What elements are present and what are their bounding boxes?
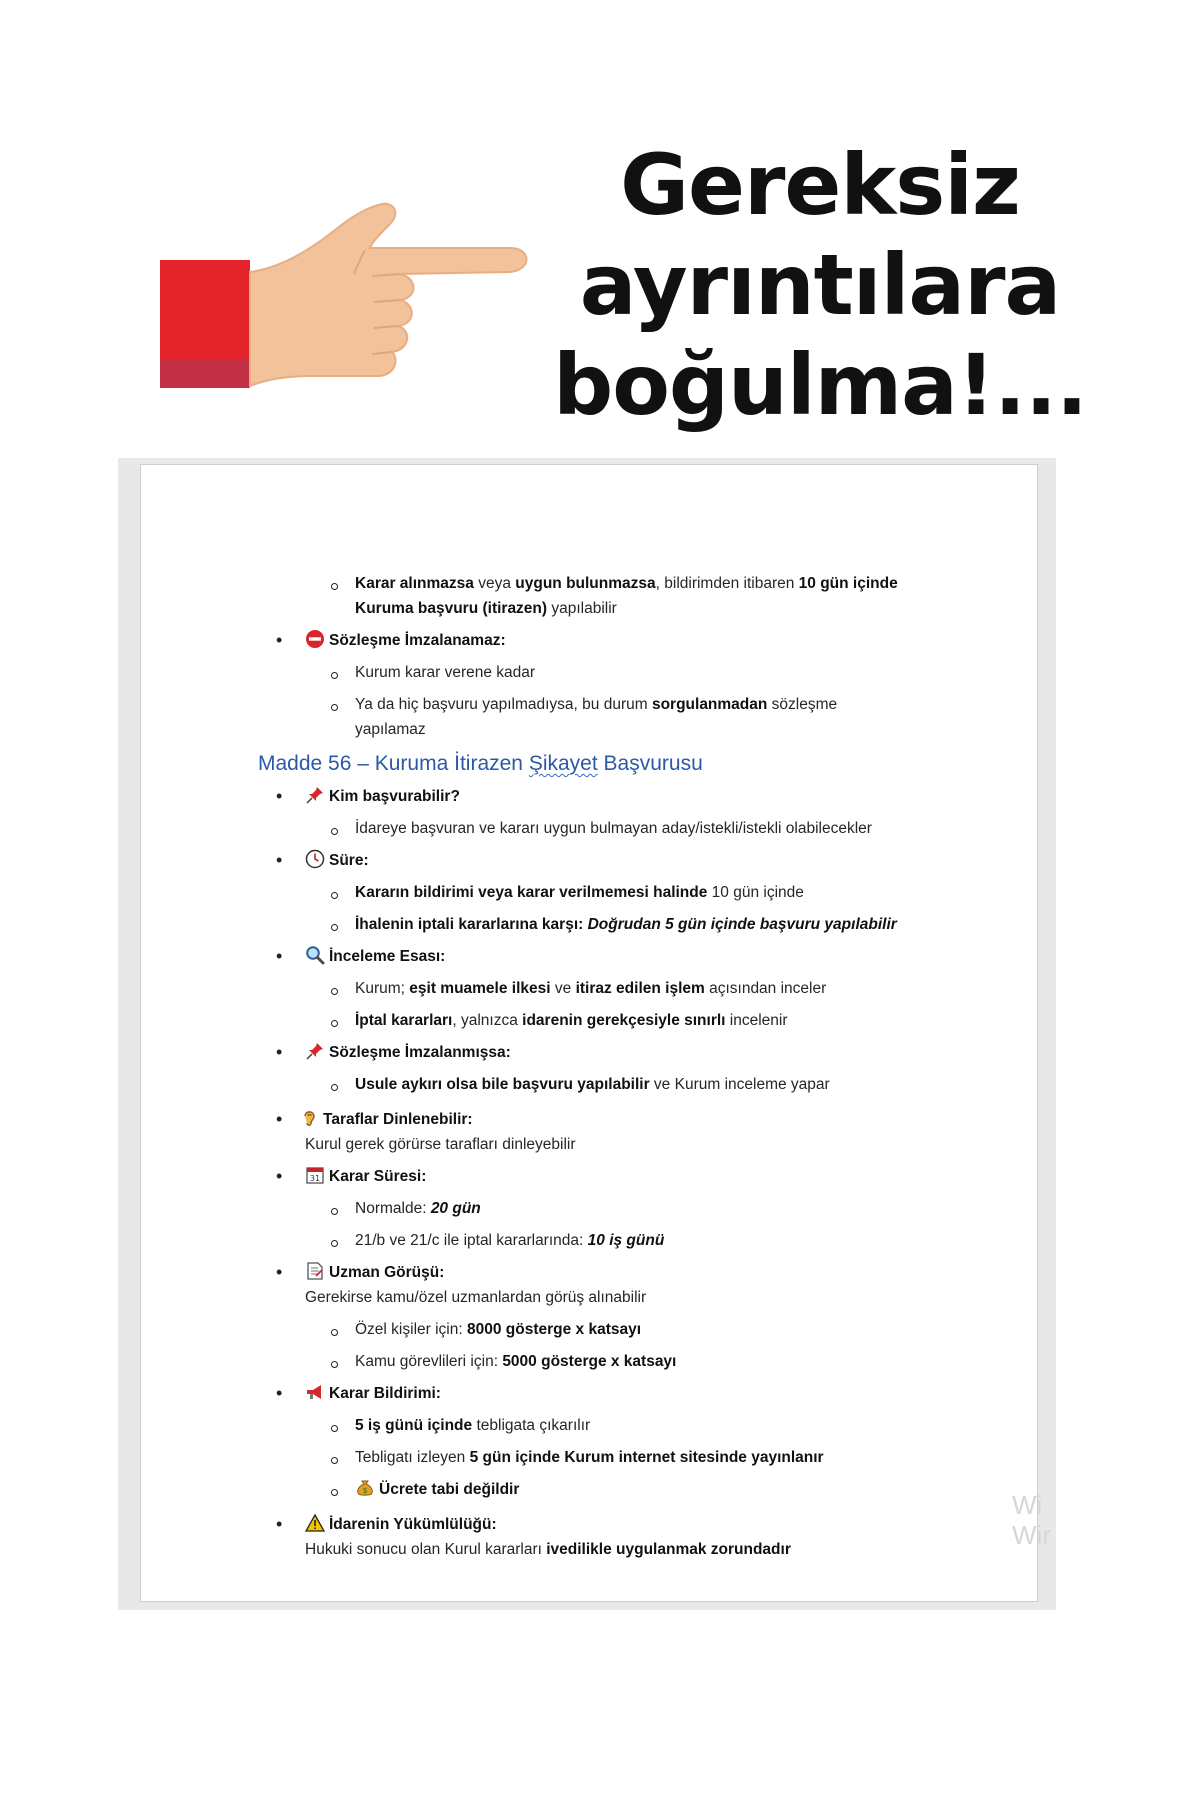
text: 8000 gösterge x katsayı	[466, 1321, 642, 1338]
section-label: Taraflar Dinlenebilir:	[323, 1111, 473, 1128]
ear-icon	[299, 1108, 319, 1128]
text: 10 gün içinde	[798, 575, 898, 592]
text: Kurul gerek görürse tarafları dinleyebilir	[305, 1136, 576, 1153]
text: 20 gün	[430, 1200, 481, 1217]
section-notice	[141, 1381, 1037, 1406]
list-item	[141, 1008, 1037, 1033]
memo-icon	[305, 1261, 325, 1281]
list-item-continuation	[141, 596, 1037, 621]
text: açısından inceler	[704, 980, 827, 997]
text: uygun bulunmazsa	[515, 575, 656, 592]
list-item	[141, 912, 1037, 937]
text: Ücrete tabi değildir	[379, 1481, 520, 1498]
list-item	[141, 1445, 1037, 1470]
text: Başvurusu	[597, 752, 703, 775]
list-item	[141, 1228, 1037, 1253]
section-label: Karar Süresi:	[329, 1168, 427, 1185]
list-item-continuation	[141, 717, 1037, 742]
text: Kurum karar verene kadar	[355, 664, 536, 681]
text: yapılamaz	[355, 721, 426, 738]
text: Hukuki sonucu olan Kurul kararları	[305, 1541, 547, 1558]
text: 5 gün içinde Kurum internet sitesinde yayınlanır	[469, 1449, 824, 1466]
text: sorgulanmadan	[651, 696, 768, 713]
section-signed	[141, 1040, 1037, 1065]
text: 5000 gösterge x katsayı	[502, 1353, 677, 1370]
headline-line-3: boğulma!...	[553, 336, 1087, 434]
list-item	[141, 571, 1037, 596]
section-label: Sözleşme İmzalanamaz:	[329, 632, 506, 649]
text: Kamu görevlileri için:	[355, 1353, 503, 1370]
section-expert	[141, 1260, 1037, 1285]
list-item	[141, 1413, 1037, 1438]
list-item	[141, 816, 1037, 841]
section-label: İnceleme Esası:	[329, 948, 446, 965]
text: Ya da hiç başvuru yapılmadıysa, bu durum	[355, 696, 652, 713]
document-content	[141, 571, 1037, 1562]
headline	[540, 135, 1100, 435]
section-parties	[141, 1107, 1037, 1132]
text: ve	[550, 980, 576, 997]
text: Şikayet	[528, 752, 598, 775]
text: idarenin gerekçesiyle sınırlı	[522, 1012, 726, 1029]
document-screenshot	[118, 458, 1056, 1610]
text: 10 gün içinde	[707, 884, 804, 901]
text: Gerekirse kamu/özel uzmanlardan görüş alınabilir	[305, 1289, 647, 1306]
svg-text:$: $	[362, 1486, 368, 1495]
text: 5 iş günü içinde	[355, 1417, 473, 1434]
section-no-contract	[141, 628, 1037, 653]
text: Kuruma başvuru (itirazen)	[355, 600, 548, 617]
calendar-number: • 31	[309, 1174, 321, 1183]
list-item	[141, 1196, 1037, 1221]
megaphone-icon	[305, 1382, 325, 1402]
list-item	[141, 692, 1037, 717]
section-decision-time	[141, 1164, 1037, 1189]
text: İdareye başvuran ve kararı uygun bulmayan aday/istekli/istekli olabilecekler	[355, 820, 872, 837]
section-label: Uzman Görüşü:	[329, 1264, 445, 1281]
pushpin-icon	[305, 1041, 325, 1061]
text: eşit muamele ilkesi	[409, 980, 551, 997]
pushpin-icon	[305, 785, 325, 805]
headline-line-2: ayrıntılara	[579, 236, 1061, 334]
pointing-hand-icon	[160, 190, 540, 400]
list-item	[141, 1477, 1037, 1502]
list-item	[141, 976, 1037, 1001]
document-page	[140, 464, 1038, 1602]
section-heading	[141, 748, 1037, 780]
text: İptal kararları	[355, 1012, 453, 1029]
text: Kararın bildirimi veya karar verilmemesi halinde	[355, 884, 708, 901]
section-label: Süre:	[329, 852, 369, 869]
text: 21/b ve 21/c ile iptal kararlarında:	[355, 1232, 588, 1249]
headline-line-1: Gereksiz	[620, 136, 1020, 234]
section-text	[141, 1537, 1037, 1562]
section-who	[141, 784, 1037, 809]
text: Tebligatı izleyen	[355, 1449, 470, 1466]
watermark-line: Wi	[1012, 1490, 1043, 1520]
text: Karar alınmazsa	[355, 575, 474, 592]
text: veya	[473, 575, 516, 592]
watermark-line: Wir	[1012, 1520, 1051, 1550]
clock-icon	[305, 849, 325, 869]
watermark	[1012, 1490, 1051, 1550]
section-obligation	[141, 1512, 1037, 1537]
text: yapılabilir	[547, 600, 617, 617]
section-review	[141, 944, 1037, 969]
text: Özel kişiler için:	[355, 1321, 467, 1338]
text: ivedilikle uygulanmak zorundadır	[546, 1541, 791, 1558]
section-text	[141, 1285, 1037, 1310]
text: , yalnızca	[452, 1012, 523, 1029]
text: İhalenin iptali kararlarına karşı:	[355, 916, 584, 933]
text: Doğrudan 5 gün içinde başvuru yapılabilir	[583, 916, 897, 933]
warning-icon	[305, 1513, 325, 1533]
text: itiraz edilen işlem	[575, 980, 705, 997]
list-item	[141, 880, 1037, 905]
section-label: Sözleşme İmzalanmışsa:	[329, 1044, 511, 1061]
text: sözleşme	[767, 696, 838, 713]
text: Kurum;	[355, 980, 410, 997]
section-duration	[141, 848, 1037, 873]
text: Usule aykırı olsa bile başvuru yapılabilir	[355, 1076, 650, 1093]
text: tebligata çıkarılır	[472, 1417, 591, 1434]
text: Normalde:	[355, 1200, 431, 1217]
section-label: Karar Bildirimi:	[329, 1385, 441, 1402]
text: 10 iş günü	[587, 1232, 665, 1249]
no-entry-icon	[305, 629, 325, 649]
list-item	[141, 660, 1037, 685]
section-label: İdarenin Yükümlülüğü:	[329, 1516, 497, 1533]
text: Madde 56 – Kuruma İtirazen	[258, 752, 529, 775]
money-bag-icon	[355, 1478, 375, 1498]
list-item	[141, 1317, 1037, 1342]
calendar-icon	[305, 1165, 325, 1185]
list-item	[141, 1072, 1037, 1097]
list-item	[141, 1349, 1037, 1374]
section-label: Kim başvurabilir?	[329, 788, 460, 805]
text: incelenir	[725, 1012, 788, 1029]
section-text	[141, 1132, 1037, 1157]
magnifier-icon	[305, 945, 325, 965]
text: ve Kurum inceleme yapar	[649, 1076, 830, 1093]
text: , bildirimden itibaren	[655, 575, 799, 592]
